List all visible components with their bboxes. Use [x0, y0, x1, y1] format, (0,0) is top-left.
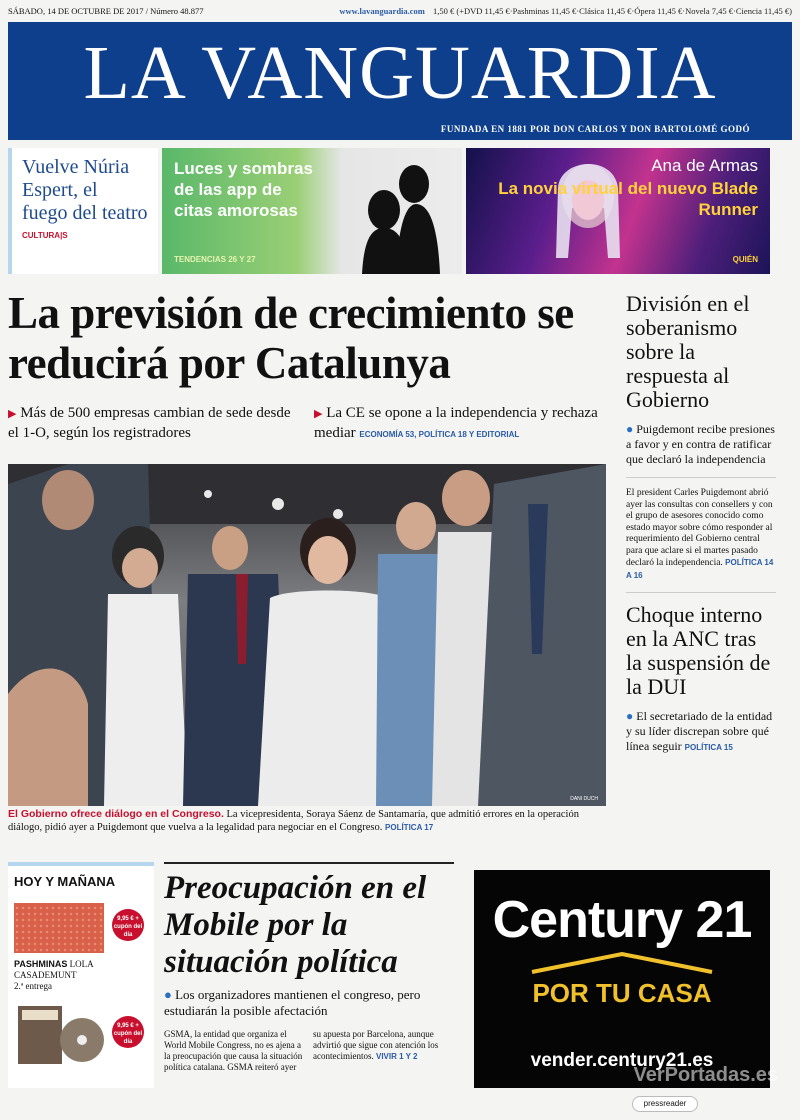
- promo-cultura[interactable]: [8, 148, 158, 274]
- ad-brand: Century 21: [492, 891, 752, 949]
- side-story1-title[interactable]: División en el soberanismo sobre la respuesta al Gobierno: [626, 291, 750, 412]
- triangle-bullet-icon: ▶: [8, 408, 17, 420]
- side-story2-bullet: [626, 709, 776, 755]
- top-info-line: [8, 6, 792, 20]
- price-line: 1,50 € (+DVD 11,45 €·Pashminas 11,45 €·Clásica 11,45 €·Ópera 11,45 €·Novela 7,45 €·Ciencia 11,45 €): [433, 6, 792, 16]
- caption-text: La vicepresidenta, Soraya Sáenz de Santamaría, que admitió errores en la operación diálogo, pidió ayer a Puigdemont que vuelva a la legalidad para negociar en el Congreso.: [8, 809, 579, 833]
- divider: [626, 592, 776, 593]
- price-tag: 9,95 € + cupón del día: [112, 1016, 144, 1048]
- promo-section: QUIÉN: [732, 255, 758, 264]
- product-label-text: LOLA CASADEMUNT: [14, 959, 94, 980]
- mobile-bullet: [164, 987, 454, 1019]
- price-tag: 9,95 € + cupón del día: [112, 909, 144, 941]
- side-story1-ref[interactable]: POLÍTICA 14 A 16: [626, 558, 774, 580]
- photo-caption: [8, 808, 606, 834]
- product-sub: 2.ª entrega: [14, 981, 52, 991]
- promo-title-name: Ana de Armas: [651, 156, 758, 175]
- ad-url[interactable]: vender.century21.es: [530, 1050, 714, 1071]
- side-story2-ref[interactable]: POLÍTICA 15: [684, 743, 733, 752]
- divider: [626, 477, 776, 478]
- side-story1-bullet-text: Puigdemont recibe presiones a favor y en contra de ratificar que declaró la independencia: [626, 422, 775, 466]
- deck-left-text: Más de 500 empresas cambian de sede desde el 1-O, según los registradores: [8, 405, 291, 441]
- house-roof-icon: [522, 950, 722, 974]
- promo-section: TENDENCIAS 26 Y 27: [174, 255, 256, 264]
- triangle-bullet-icon: ▶: [314, 408, 323, 420]
- dvd-image: [14, 1006, 108, 1064]
- side-story2-title[interactable]: Choque interno en la ANC tras la suspensión de la DUI: [626, 602, 771, 699]
- product-label: [14, 959, 148, 992]
- promo-section: CULTURA|S: [22, 231, 68, 240]
- deck-left: [8, 404, 300, 444]
- masthead: [8, 22, 792, 140]
- product-label-bold: PASHMINAS: [14, 959, 68, 969]
- bullet-dot-icon: ●: [164, 987, 172, 1002]
- mobile-story[interactable]: [164, 862, 454, 1073]
- side-story1-body: [626, 488, 776, 582]
- hoy-heading: HOY Y MAÑANA: [14, 874, 116, 889]
- couple-silhouette-photo: [302, 148, 462, 274]
- bullet-dot-icon: ●: [626, 709, 634, 723]
- mobile-headline: Preocupación en el Mobile por la situación política: [164, 870, 427, 980]
- press-crowd-photo: [8, 464, 606, 806]
- deck-right-ref[interactable]: ECONOMÍA 53, POLÍTICA 18 Y EDITORIAL: [359, 430, 520, 439]
- side-story2-bullet-text: El secretariado de la entidad y su líder discrepan sobre qué línea seguir: [626, 709, 773, 753]
- side-story1-body-text: El president Carles Puigdemont abrió ayer las consultas con consellers y con el grupo de asesores conocido como estado mayor sobre cómo responder al requerimiento del Gobierno central para que aclare si el martes pasado declaró la independencia.: [626, 488, 773, 568]
- side-story1-bullet: [626, 422, 776, 467]
- sidebar-stories: [626, 292, 776, 755]
- main-photo: [8, 464, 606, 806]
- pressreader-badge[interactable]: pressreader: [632, 1096, 698, 1112]
- century21-ad[interactable]: [474, 870, 770, 1088]
- website-link[interactable]: www.lavanguardia.com: [339, 6, 425, 16]
- pashmina-image: [14, 899, 108, 957]
- lead-decks: [8, 404, 606, 444]
- deck-right: [314, 404, 606, 444]
- promo-quien[interactable]: [466, 148, 770, 274]
- mobile-body: [164, 1029, 454, 1073]
- promo-title: La novia virtual del nuevo Blade Runner: [498, 179, 758, 219]
- founded-line: FUNDADA EN 1881 POR DON CARLOS Y DON BARTOLOMÉ GODÓ: [440, 124, 750, 134]
- mobile-bullet-text: Los organizadores mantienen el congreso, pero estudiarán la posible afectación: [164, 987, 421, 1018]
- issue-date: SÁBADO, 14 DE OCTUBRE DE 2017 / Número 48.877: [8, 6, 204, 16]
- ad-slogan: POR TU CASA: [532, 978, 712, 1008]
- promo-tendencias[interactable]: [162, 148, 462, 274]
- hoy-y-manana-box: [8, 862, 154, 1088]
- lead-story[interactable]: [8, 288, 606, 388]
- newspaper-logo: LA VANGUARDIA: [83, 31, 717, 115]
- deck-right-text: La CE se opone a la independencia y rechaza mediar: [314, 405, 598, 441]
- caption-ref[interactable]: POLÍTICA 17: [385, 823, 434, 832]
- promo-title: Luces y sombras de las app de citas amorosas: [174, 159, 313, 220]
- product-pelicula[interactable]: [14, 1006, 148, 1064]
- photo-credit: DANI DUCH: [570, 796, 598, 802]
- promo-title: Vuelve Núria Espert, el fuego del teatro: [22, 156, 148, 224]
- top-rule: [164, 862, 454, 864]
- watermark: VerPortadas.es: [633, 1064, 778, 1086]
- bullet-dot-icon: ●: [626, 422, 634, 436]
- lead-headline: La previsión de crecimiento se reducirá por Catalunya: [8, 288, 574, 388]
- mobile-ref[interactable]: VIVIR 1 Y 2: [375, 1052, 418, 1061]
- caption-highlight: El Gobierno ofrece diálogo en el Congreso.: [8, 808, 224, 820]
- product-pashminas[interactable]: [14, 899, 148, 957]
- mobile-body-text: GSMA, la entidad que organiza el World Mobile Congress, no es ajena a la preocupación que causa la situación política catalana. GSMA reiteró ayer su apuesta por Barcelona, aunque advirtió que sigue con atención los acontecimientos.: [164, 1029, 439, 1072]
